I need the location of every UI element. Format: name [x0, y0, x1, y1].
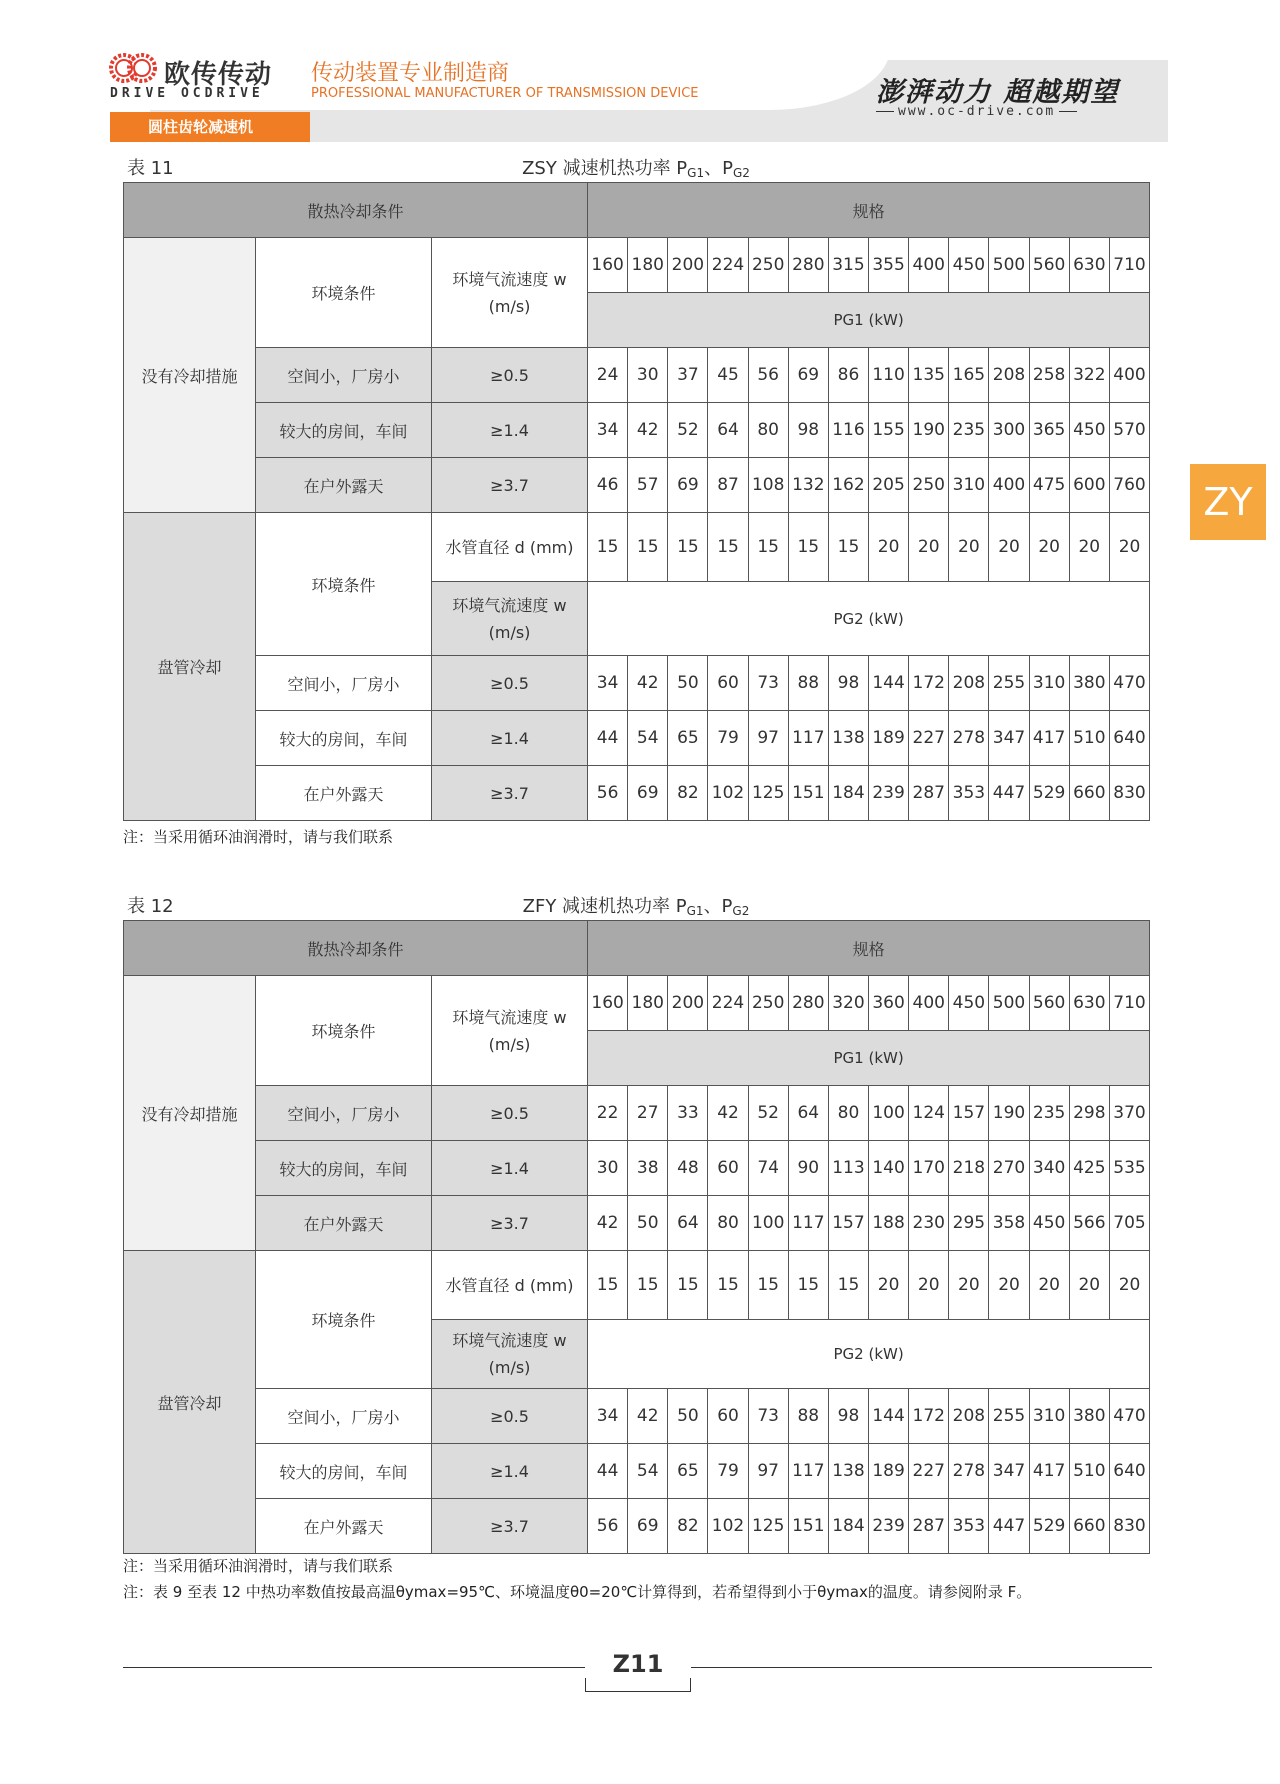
env-condition: 较大的房间，车间 [256, 1444, 432, 1499]
power-value: 190 [989, 1086, 1029, 1141]
table12-note2: 注：表 9 至表 12 中热功率数值按最高温θymax=95℃、环境温度θ0=20℃计算得到，若希望得到小于θymax的温度。请参阅附录 F。 [123, 1583, 1032, 1601]
power-value: 353 [949, 1499, 989, 1554]
category-label: 圆柱齿轮减速机 [110, 112, 310, 142]
env-condition: 空间小，厂房小 [256, 1389, 432, 1444]
tagline-cn: 传动装置专业制造商 [311, 61, 510, 86]
power-value: 100 [748, 1196, 788, 1251]
power-value: 56 [588, 766, 628, 821]
power-value: 125 [748, 766, 788, 821]
power-value: 570 [1109, 403, 1149, 458]
env-condition: 空间小，厂房小 [256, 1086, 432, 1141]
airflow-value: ≥0.5 [432, 1389, 588, 1444]
group-coil-cooling: 盘管冷却 [124, 513, 256, 821]
power-value: 347 [989, 1444, 1029, 1499]
power-value: 56 [588, 1499, 628, 1554]
power-value: 64 [668, 1196, 708, 1251]
power-value: 60 [708, 1141, 748, 1196]
power-value: 97 [748, 711, 788, 766]
power-value: 124 [909, 1086, 949, 1141]
env-condition-label: 环境条件 [256, 238, 432, 348]
power-value: 79 [708, 711, 748, 766]
power-value: 44 [588, 1444, 628, 1499]
power-value: 188 [869, 1196, 909, 1251]
spec-size: 200 [668, 238, 708, 293]
power-value: 660 [1069, 1499, 1109, 1554]
power-value: 69 [788, 348, 828, 403]
spec-size: 250 [748, 238, 788, 293]
power-value: 239 [869, 1499, 909, 1554]
power-value: 172 [909, 656, 949, 711]
spec-size: 280 [788, 976, 828, 1031]
power-value: 45 [708, 348, 748, 403]
power-value: 30 [588, 1141, 628, 1196]
env-condition: 空间小，厂房小 [256, 656, 432, 711]
power-value: 100 [869, 1086, 909, 1141]
power-value: 24 [588, 348, 628, 403]
power-value: 108 [748, 458, 788, 513]
spec-size: 560 [1029, 976, 1069, 1031]
power-value: 90 [788, 1141, 828, 1196]
airflow-value: ≥1.4 [432, 403, 588, 458]
power-value: 30 [628, 348, 668, 403]
power-value: 705 [1109, 1196, 1149, 1251]
pipe-diameter-value: 15 [628, 1251, 668, 1320]
power-value: 140 [869, 1141, 909, 1196]
power-value: 300 [989, 403, 1029, 458]
power-value: 116 [828, 403, 868, 458]
pipe-diameter-value: 20 [949, 1251, 989, 1320]
pipe-diameter-label: 水管直径 d (mm) [432, 513, 588, 582]
power-value: 535 [1109, 1141, 1149, 1196]
pipe-diameter-value: 15 [708, 1251, 748, 1320]
power-value: 80 [708, 1196, 748, 1251]
power-value: 529 [1029, 766, 1069, 821]
power-value: 144 [869, 656, 909, 711]
power-value: 79 [708, 1444, 748, 1499]
power-value: 510 [1069, 1444, 1109, 1499]
table11-note: 注：当采用循环油润滑时，请与我们联系 [123, 828, 394, 846]
power-value: 310 [1029, 656, 1069, 711]
power-value: 98 [828, 656, 868, 711]
power-value: 80 [828, 1086, 868, 1141]
logo [108, 48, 278, 104]
power-value: 98 [788, 403, 828, 458]
cooling-conditions-header: 散热冷却条件 [124, 921, 588, 976]
power-value: 69 [628, 766, 668, 821]
power-value: 42 [708, 1086, 748, 1141]
env-condition: 在户外露天 [256, 766, 432, 821]
tagline-en: PROFESSIONAL MANUFACTURER OF TRANSMISSION DEVICE [311, 86, 699, 101]
power-value: 73 [748, 656, 788, 711]
power-value: 353 [949, 766, 989, 821]
power-value: 218 [949, 1141, 989, 1196]
power-value: 98 [828, 1389, 868, 1444]
env-condition: 在户外露天 [256, 1196, 432, 1251]
group-no-cooling: 没有冷却措施 [124, 238, 256, 513]
power-value: 151 [788, 1499, 828, 1554]
pipe-diameter-label: 水管直径 d (mm) [432, 1251, 588, 1320]
power-value: 60 [708, 656, 748, 711]
power-value: 310 [949, 458, 989, 513]
env-condition: 空间小，厂房小 [256, 348, 432, 403]
table12 [123, 920, 1150, 1554]
power-value: 295 [949, 1196, 989, 1251]
airflow-label: 环境气流速度 w (m/s) [432, 1320, 588, 1389]
power-value: 33 [668, 1086, 708, 1141]
power-value: 470 [1109, 1389, 1149, 1444]
airflow-label: 环境气流速度 w (m/s) [432, 238, 588, 348]
power-value: 155 [869, 403, 909, 458]
power-value: 340 [1029, 1141, 1069, 1196]
pipe-diameter-value: 20 [1069, 513, 1109, 582]
pipe-diameter-value: 15 [708, 513, 748, 582]
footer-line-right [690, 1667, 1152, 1668]
spec-size: 180 [628, 976, 668, 1031]
power-value: 235 [1029, 1086, 1069, 1141]
cooling-conditions-header: 散热冷却条件 [124, 183, 588, 238]
side-tab-zy[interactable]: ZY [1190, 464, 1266, 540]
power-value: 310 [1029, 1389, 1069, 1444]
gear-logo-icon [108, 48, 158, 90]
power-value: 380 [1069, 656, 1109, 711]
power-value: 417 [1029, 711, 1069, 766]
power-value: 227 [909, 1444, 949, 1499]
power-value: 44 [588, 711, 628, 766]
power-value: 42 [628, 656, 668, 711]
website-link[interactable]: www.oc-drive.com [872, 104, 1081, 119]
power-value: 205 [869, 458, 909, 513]
airflow-value: ≥3.7 [432, 458, 588, 513]
power-value: 52 [668, 403, 708, 458]
airflow-value: ≥1.4 [432, 1444, 588, 1499]
power-value: 117 [788, 1196, 828, 1251]
power-value: 425 [1069, 1141, 1109, 1196]
table12-note: 注：当采用循环油润滑时，请与我们联系 [123, 1557, 394, 1575]
env-condition-label: 环境条件 [256, 976, 432, 1086]
power-value: 125 [748, 1499, 788, 1554]
power-value: 34 [588, 1389, 628, 1444]
pipe-diameter-value: 15 [668, 1251, 708, 1320]
power-value: 165 [949, 348, 989, 403]
power-value: 60 [708, 1389, 748, 1444]
pipe-diameter-value: 15 [828, 513, 868, 582]
power-value: 132 [788, 458, 828, 513]
power-value: 110 [869, 348, 909, 403]
table12-container [123, 920, 1149, 1554]
pipe-diameter-value: 20 [1109, 1251, 1149, 1320]
power-value: 287 [909, 1499, 949, 1554]
env-condition: 在户外露天 [256, 1499, 432, 1554]
pg1-unit-label: PG1 (kW) [588, 1031, 1150, 1086]
pipe-diameter-value: 15 [588, 1251, 628, 1320]
pipe-diameter-value: 20 [949, 513, 989, 582]
power-value: 97 [748, 1444, 788, 1499]
power-value: 64 [708, 403, 748, 458]
power-value: 235 [949, 403, 989, 458]
power-value: 227 [909, 711, 949, 766]
table11-title: ZSY 减速机热功率 $P_{G1}$、$P_{G2}$ [522, 158, 750, 180]
spec-size: 160 [588, 238, 628, 293]
spec-size: 710 [1109, 238, 1149, 293]
power-value: 42 [628, 1389, 668, 1444]
power-value: 640 [1109, 1444, 1149, 1499]
power-value: 56 [748, 348, 788, 403]
airflow-value: ≥3.7 [432, 1196, 588, 1251]
pipe-diameter-value: 20 [869, 513, 909, 582]
airflow-value: ≥1.4 [432, 1141, 588, 1196]
power-value: 322 [1069, 348, 1109, 403]
power-value: 27 [628, 1086, 668, 1141]
env-condition: 较大的房间，车间 [256, 1141, 432, 1196]
power-value: 157 [949, 1086, 989, 1141]
logo-text-en: DRIVE OCDRIVE [110, 86, 264, 101]
power-value: 208 [949, 1389, 989, 1444]
power-value: 600 [1069, 458, 1109, 513]
table11-notes [123, 826, 393, 852]
power-value: 208 [949, 656, 989, 711]
pipe-diameter-value: 20 [1029, 513, 1069, 582]
power-value: 88 [788, 1389, 828, 1444]
table11 [123, 182, 1150, 821]
table12-title: ZFY 减速机热功率 $P_{G1}$、$P_{G2}$ [522, 896, 750, 918]
power-value: 189 [869, 711, 909, 766]
pipe-diameter-value: 15 [748, 513, 788, 582]
power-value: 258 [1029, 348, 1069, 403]
power-value: 239 [869, 766, 909, 821]
power-value: 54 [628, 711, 668, 766]
power-value: 255 [989, 1389, 1029, 1444]
spec-size: 320 [828, 976, 868, 1031]
power-value: 50 [668, 656, 708, 711]
power-value: 278 [949, 711, 989, 766]
pipe-diameter-value: 15 [788, 513, 828, 582]
power-value: 447 [989, 766, 1029, 821]
group-coil-cooling: 盘管冷却 [124, 1251, 256, 1554]
pipe-diameter-value: 15 [748, 1251, 788, 1320]
logo-text-cn: 欧传传动 [164, 60, 273, 90]
power-value: 189 [869, 1444, 909, 1499]
env-condition: 在户外露天 [256, 458, 432, 513]
power-value: 34 [588, 656, 628, 711]
power-value: 370 [1109, 1086, 1149, 1141]
power-value: 38 [628, 1141, 668, 1196]
spec-size: 355 [869, 238, 909, 293]
page-number: Z11 [585, 1650, 691, 1678]
power-value: 400 [1109, 348, 1149, 403]
pipe-diameter-value: 15 [828, 1251, 868, 1320]
env-condition-label: 环境条件 [256, 1251, 432, 1389]
spec-size: 450 [949, 976, 989, 1031]
power-value: 69 [668, 458, 708, 513]
pipe-diameter-value: 20 [1109, 513, 1149, 582]
power-value: 250 [909, 458, 949, 513]
table12-label: 表 12 [127, 896, 174, 917]
spec-size: 315 [828, 238, 868, 293]
table11-container [123, 182, 1149, 821]
spec-size: 500 [989, 976, 1029, 1031]
env-condition: 较大的房间，车间 [256, 711, 432, 766]
spec-size: 250 [748, 976, 788, 1031]
pipe-diameter-value: 20 [989, 1251, 1029, 1320]
airflow-value: ≥0.5 [432, 1086, 588, 1141]
power-value: 529 [1029, 1499, 1069, 1554]
pipe-diameter-value: 20 [909, 513, 949, 582]
power-value: 170 [909, 1141, 949, 1196]
power-value: 470 [1109, 656, 1149, 711]
spec-size: 560 [1029, 238, 1069, 293]
table12-notes [123, 1555, 1031, 1607]
power-value: 640 [1109, 711, 1149, 766]
power-value: 157 [828, 1196, 868, 1251]
power-value: 365 [1029, 403, 1069, 458]
env-condition: 较大的房间，车间 [256, 403, 432, 458]
power-value: 117 [788, 711, 828, 766]
power-value: 64 [788, 1086, 828, 1141]
power-value: 358 [989, 1196, 1029, 1251]
pg1-unit-label: PG1 (kW) [588, 293, 1150, 348]
power-value: 54 [628, 1444, 668, 1499]
power-value: 830 [1109, 766, 1149, 821]
power-value: 230 [909, 1196, 949, 1251]
power-value: 447 [989, 1499, 1029, 1554]
env-condition-label: 环境条件 [256, 513, 432, 656]
airflow-value: ≥0.5 [432, 656, 588, 711]
pipe-diameter-value: 15 [668, 513, 708, 582]
power-value: 57 [628, 458, 668, 513]
power-value: 22 [588, 1086, 628, 1141]
power-value: 184 [828, 766, 868, 821]
power-value: 42 [588, 1196, 628, 1251]
power-value: 151 [788, 766, 828, 821]
spec-header: 规格 [588, 183, 1150, 238]
power-value: 660 [1069, 766, 1109, 821]
spec-size: 280 [788, 238, 828, 293]
spec-size: 500 [989, 238, 1029, 293]
power-value: 102 [708, 1499, 748, 1554]
power-value: 510 [1069, 711, 1109, 766]
spec-size: 200 [668, 976, 708, 1031]
power-value: 52 [748, 1086, 788, 1141]
spec-size: 630 [1069, 976, 1109, 1031]
power-value: 208 [989, 348, 1029, 403]
power-value: 48 [668, 1141, 708, 1196]
power-value: 347 [989, 711, 1029, 766]
power-value: 82 [668, 1499, 708, 1554]
pipe-diameter-value: 15 [628, 513, 668, 582]
power-value: 88 [788, 656, 828, 711]
power-value: 46 [588, 458, 628, 513]
power-value: 566 [1069, 1196, 1109, 1251]
power-value: 190 [909, 403, 949, 458]
power-value: 400 [989, 458, 1029, 513]
spec-size: 224 [708, 238, 748, 293]
power-value: 86 [828, 348, 868, 403]
airflow-value: ≥3.7 [432, 766, 588, 821]
spec-size: 224 [708, 976, 748, 1031]
pipe-diameter-value: 20 [909, 1251, 949, 1320]
power-value: 287 [909, 766, 949, 821]
spec-size: 160 [588, 976, 628, 1031]
spec-size: 360 [869, 976, 909, 1031]
footer-line-left [123, 1667, 585, 1668]
power-value: 380 [1069, 1389, 1109, 1444]
power-value: 138 [828, 1444, 868, 1499]
pipe-diameter-value: 20 [1069, 1251, 1109, 1320]
power-value: 117 [788, 1444, 828, 1499]
power-value: 278 [949, 1444, 989, 1499]
power-value: 80 [748, 403, 788, 458]
power-value: 135 [909, 348, 949, 403]
power-value: 760 [1109, 458, 1149, 513]
power-value: 475 [1029, 458, 1069, 513]
power-value: 87 [708, 458, 748, 513]
spec-size: 180 [628, 238, 668, 293]
power-value: 255 [989, 656, 1029, 711]
power-value: 69 [628, 1499, 668, 1554]
power-value: 138 [828, 711, 868, 766]
spec-size: 400 [909, 976, 949, 1031]
power-value: 450 [1029, 1196, 1069, 1251]
power-value: 298 [1069, 1086, 1109, 1141]
slogan: 澎湃动力 超越期望 [876, 77, 1120, 108]
power-value: 417 [1029, 1444, 1069, 1499]
power-value: 450 [1069, 403, 1109, 458]
power-value: 65 [668, 711, 708, 766]
power-value: 270 [989, 1141, 1029, 1196]
pipe-diameter-value: 15 [788, 1251, 828, 1320]
power-value: 42 [628, 403, 668, 458]
spec-size: 710 [1109, 976, 1149, 1031]
spec-size: 450 [949, 238, 989, 293]
power-value: 65 [668, 1444, 708, 1499]
airflow-value: ≥3.7 [432, 1499, 588, 1554]
airflow-value: ≥0.5 [432, 348, 588, 403]
spec-header: 规格 [588, 921, 1150, 976]
airflow-label: 环境气流速度 w (m/s) [432, 582, 588, 656]
spec-size: 630 [1069, 238, 1109, 293]
power-value: 82 [668, 766, 708, 821]
power-value: 102 [708, 766, 748, 821]
spec-size: 400 [909, 238, 949, 293]
pipe-diameter-value: 20 [1029, 1251, 1069, 1320]
airflow-label: 环境气流速度 w (m/s) [432, 976, 588, 1086]
power-value: 73 [748, 1389, 788, 1444]
power-value: 162 [828, 458, 868, 513]
table11-label: 表 11 [127, 158, 174, 179]
pipe-diameter-value: 20 [989, 513, 1029, 582]
power-value: 184 [828, 1499, 868, 1554]
pipe-diameter-value: 20 [869, 1251, 909, 1320]
power-value: 74 [748, 1141, 788, 1196]
power-value: 37 [668, 348, 708, 403]
power-value: 172 [909, 1389, 949, 1444]
power-value: 50 [668, 1389, 708, 1444]
pg2-unit-label: PG2 (kW) [588, 1320, 1150, 1389]
group-no-cooling: 没有冷却措施 [124, 976, 256, 1251]
pg2-unit-label: PG2 (kW) [588, 582, 1150, 656]
airflow-value: ≥1.4 [432, 711, 588, 766]
power-value: 34 [588, 403, 628, 458]
power-value: 144 [869, 1389, 909, 1444]
power-value: 830 [1109, 1499, 1149, 1554]
power-value: 113 [828, 1141, 868, 1196]
power-value: 50 [628, 1196, 668, 1251]
pipe-diameter-value: 15 [588, 513, 628, 582]
